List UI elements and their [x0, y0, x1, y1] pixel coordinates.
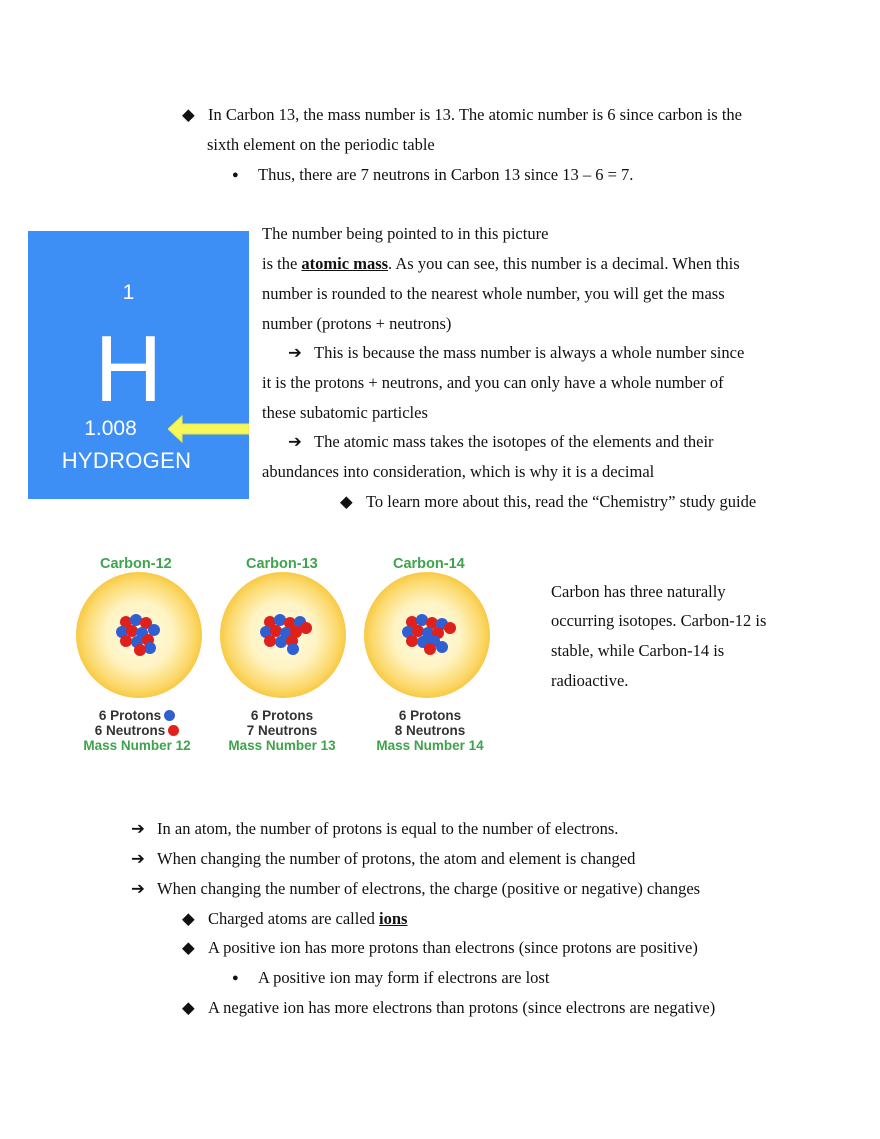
diamond-bullet-study-guide: ◆ To learn more about this, read the “Chemistry” study guide — [340, 492, 757, 511]
hydrogen-element-tile — [28, 231, 249, 499]
diamond-bullet-ions: ◆ Charged atoms are called ions — [182, 909, 408, 928]
arrow-bullet-icon: ➔ — [131, 849, 145, 868]
proton-dot-icon — [164, 710, 175, 721]
isotope-text-line-1: Carbon has three naturally — [551, 582, 726, 601]
diamond-bullet-icon: ◆ — [340, 492, 353, 511]
arrow-bullet-changing-electrons: ➔ When changing the number of electrons, the charge (positive or negative) changes — [131, 879, 701, 898]
arrow-bullet-protons-electrons: ➔ In an atom, the number of protons is equal to the number of electrons. — [131, 819, 619, 838]
diamond-bullet-icon: ◆ — [182, 938, 195, 957]
atomic-mass-line-2: is the atomic mass. As you can see, this number is a decimal. When this — [262, 254, 740, 273]
isotope-text-line-2: occurring isotopes. Carbon-12 is — [551, 611, 767, 630]
nucleus-icon — [112, 612, 168, 658]
isotope-title: Carbon-12 — [100, 556, 172, 572]
isotope-title: Carbon-14 — [393, 556, 465, 572]
element-symbol: H — [94, 316, 163, 421]
arrow-bullet-icon: ➔ — [288, 432, 302, 451]
dot-bullet-icon: ● — [232, 972, 239, 984]
atomic-number: 1 — [122, 281, 135, 304]
isotope-text-line-4: radioactive. — [551, 671, 629, 690]
bullet-carbon13-mass: ◆ In Carbon 13, the mass number is 13. The atomic number is 6 since carbon is the — [182, 105, 743, 124]
term-ions: ions — [379, 909, 408, 928]
neutron-dot-icon — [168, 725, 179, 736]
isotope-title: Carbon-13 — [246, 556, 318, 572]
diamond-bullet-positive-ion: ◆ A positive ion has more protons than electrons (since protons are positive) — [182, 938, 698, 957]
dot-bullet-electrons-lost: ● A positive ion may form if electrons are lost — [232, 968, 550, 987]
atomic-mass-line-9: abundances into consideration, which is why it is a decimal — [262, 462, 655, 481]
term-atomic-mass: atomic mass — [301, 254, 389, 273]
isotope-caption: 6 Protons 8 Neutrons Mass Number 14 — [376, 708, 484, 753]
bullet-carbon13-mass-cont: sixth element on the periodic table — [207, 135, 435, 154]
atomic-mass-value: 1.008 — [84, 417, 137, 440]
arrow-bullet-icon: ➔ — [131, 879, 145, 898]
nucleus-icon — [256, 612, 314, 658]
arrow-bullet-icon: ➔ — [288, 343, 302, 362]
arrow-bullet-isotopes: ➔ The atomic mass takes the isotopes of the elements and their — [288, 432, 714, 451]
nucleus-icon — [400, 612, 460, 658]
isotope-caption: 6 Protons 6 Neutrons Mass Number 12 — [83, 708, 191, 753]
bullet-neutron-calc: ● Thus, there are 7 neutrons in Carbon 13 since 13 – 6 = 7. — [232, 165, 634, 184]
element-name: HYDROGEN — [61, 448, 192, 473]
diamond-bullet-icon: ◆ — [182, 998, 195, 1017]
atomic-mass-line-4: number (protons + neutrons) — [262, 314, 452, 333]
diamond-bullet-negative-ion: ◆ A negative ion has more electrons than protons (since electrons are negative) — [182, 998, 716, 1017]
isotope-caption: 6 Protons 7 Neutrons Mass Number 13 — [228, 708, 336, 753]
arrow-bullet-whole-number: ➔ This is because the mass number is always a whole number since — [288, 343, 745, 362]
pointer-arrow-icon — [168, 414, 249, 444]
diamond-bullet-icon: ◆ — [182, 105, 195, 124]
atomic-mass-line-1: The number being pointed to in this picture — [262, 224, 549, 243]
diamond-bullet-icon: ◆ — [182, 909, 195, 928]
atomic-mass-line-3: number is rounded to the nearest whole number, you will get the mass — [262, 284, 725, 303]
arrow-bullet-icon: ➔ — [131, 819, 145, 838]
arrow-bullet-changing-protons: ➔ When changing the number of protons, the atom and element is changed — [131, 849, 636, 868]
atomic-mass-line-7: these subatomic particles — [262, 403, 428, 422]
isotope-text-line-3: stable, while Carbon-14 is — [551, 641, 725, 660]
dot-bullet-icon: ● — [232, 169, 239, 181]
atomic-mass-line-6: it is the protons + neutrons, and you can only have a whole number of — [262, 373, 724, 392]
